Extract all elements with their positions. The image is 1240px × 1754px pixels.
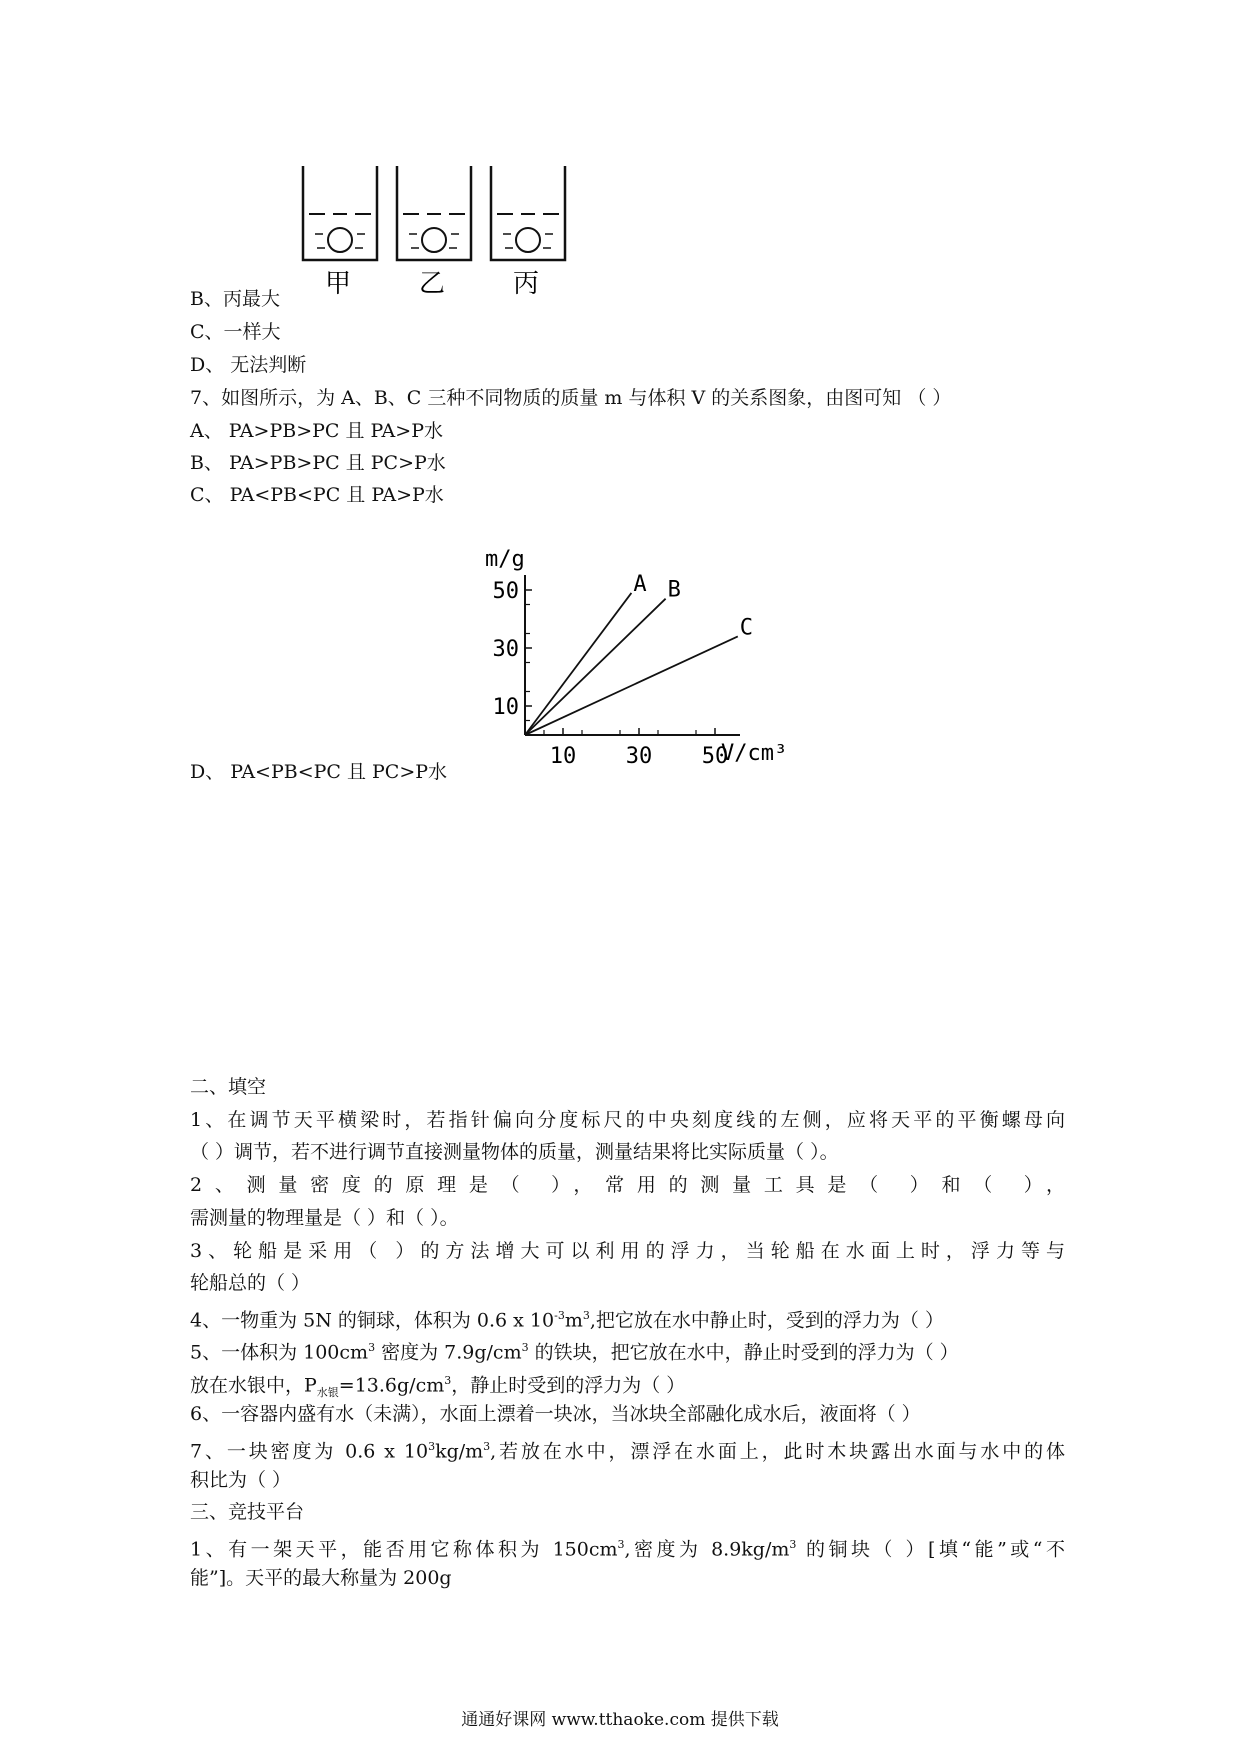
fill-q3-line2: 轮船总的（ ）	[190, 1272, 311, 1294]
series-label-c: C	[739, 615, 754, 641]
q6-option-b: B、丙最大	[190, 288, 280, 310]
beaker-label-yi: 乙	[419, 269, 446, 299]
fill-q1-line1: 1、在调节天平横梁时，若指针偏向分度标尺的中央刻度线的左侧，应将天平的平衡螺母向	[190, 1109, 1065, 1131]
contest-q1-line1: 1、有一架天平，能否用它称体积为 $150cm^3$,密度为 $8.9kg/m^3$ 的铜块（ ）[填“能”或“不	[190, 1538, 1066, 1561]
q6-option-c: C、一样大	[190, 321, 281, 343]
series-line-c	[525, 636, 738, 735]
x-axis-label: V/cm³	[721, 741, 788, 766]
fill-q2-line1: 2、测量密度的原理是（ ），常用的测量工具是（ ）和（ ），	[190, 1174, 1065, 1196]
fill-q3-line1: 3、轮船是采用（ ）的方法增大可以利用的浮力，当轮船在水面上时，浮力等与	[190, 1240, 1065, 1262]
mass-volume-graph	[475, 540, 815, 780]
fill-q1-line2: （ ）调节，若不进行调节直接测量物体的质量，测量结果将比实际质量（ ）。	[190, 1141, 839, 1163]
beakers-figure	[295, 162, 595, 302]
q6-option-d: D、 无法判断	[190, 354, 307, 376]
series-label-b: B	[667, 577, 681, 603]
q7-option-d: D、 PA<PB<PC 且 PC>P水	[190, 761, 448, 783]
q7-stem: 7、如图所示，为 A、B、C 三种不同物质的质量 m 与体积 V 的关系图象，由图可知 （ ）	[190, 387, 952, 409]
series-line-b	[525, 599, 666, 735]
fill-q2-line2: 需测量的物理量是（ ）和（ ）。	[190, 1207, 459, 1229]
y-tick-label: 10	[492, 695, 519, 720]
fill-q7-line1: 7、一块密度为 0.6 x $10^3kg/m^3$,若放在水中，漂浮在水面上，此时木块露出水面与水中的体	[190, 1440, 1065, 1463]
part2-heading: 二、填空	[190, 1076, 267, 1098]
q7-option-a: A、 PA>PB>PC 且 PA>P水	[190, 420, 443, 442]
q7-option-b: B、 PA>PB>PC 且 PC>P水	[190, 452, 446, 474]
x-tick-label: 50	[701, 744, 729, 769]
fill-q5-line1: 5、一体积为 $100cm^3$ 密度为 $7.9g/cm^3$ 的铁块，把它放在水中，静止时受到的浮力为（ ）	[190, 1341, 959, 1364]
beaker-label-jia: 甲	[325, 269, 352, 299]
contest-q1-line2: 能”]。天平的最大称量为 200g	[190, 1567, 452, 1589]
fill-q7-line2: 积比为（ ）	[190, 1469, 292, 1491]
beaker-bing	[491, 166, 565, 299]
x-tick-label: 10	[549, 744, 577, 769]
fill-q6: 6、一容器内盛有水（未满），水面上漂着一块冰，当冰块全部融化成水后，液面将（ ）	[190, 1403, 921, 1425]
x-tick-label: 30	[625, 744, 653, 769]
beaker-jia	[303, 166, 377, 299]
q7-option-c: C、 PA<PB<PC 且 PA>P水	[190, 484, 444, 506]
y-axis-label: m/g	[485, 547, 525, 572]
part3-heading: 三、竞技平台	[190, 1501, 305, 1523]
page-footer: 通通好课网 www.tthaoke.com 提供下载	[461, 1710, 779, 1730]
fill-q4: 4、一物重为 5N 的铜球，体积为 0.6 x $10^{-3}m^3$,把它放在水中静止时，受到的浮力为（ ）	[190, 1309, 944, 1332]
y-tick-label: 50	[492, 579, 519, 604]
beaker-yi	[397, 166, 471, 299]
series-label-a: A	[633, 571, 647, 597]
fill-q5-line2: 放在水银中，$P_{水银}=13.6g/cm^3$，静止时受到的浮力为（ ）	[190, 1374, 686, 1400]
beaker-label-bing: 丙	[513, 269, 540, 299]
series-line-a	[525, 593, 631, 735]
y-tick-label: 30	[492, 637, 519, 662]
